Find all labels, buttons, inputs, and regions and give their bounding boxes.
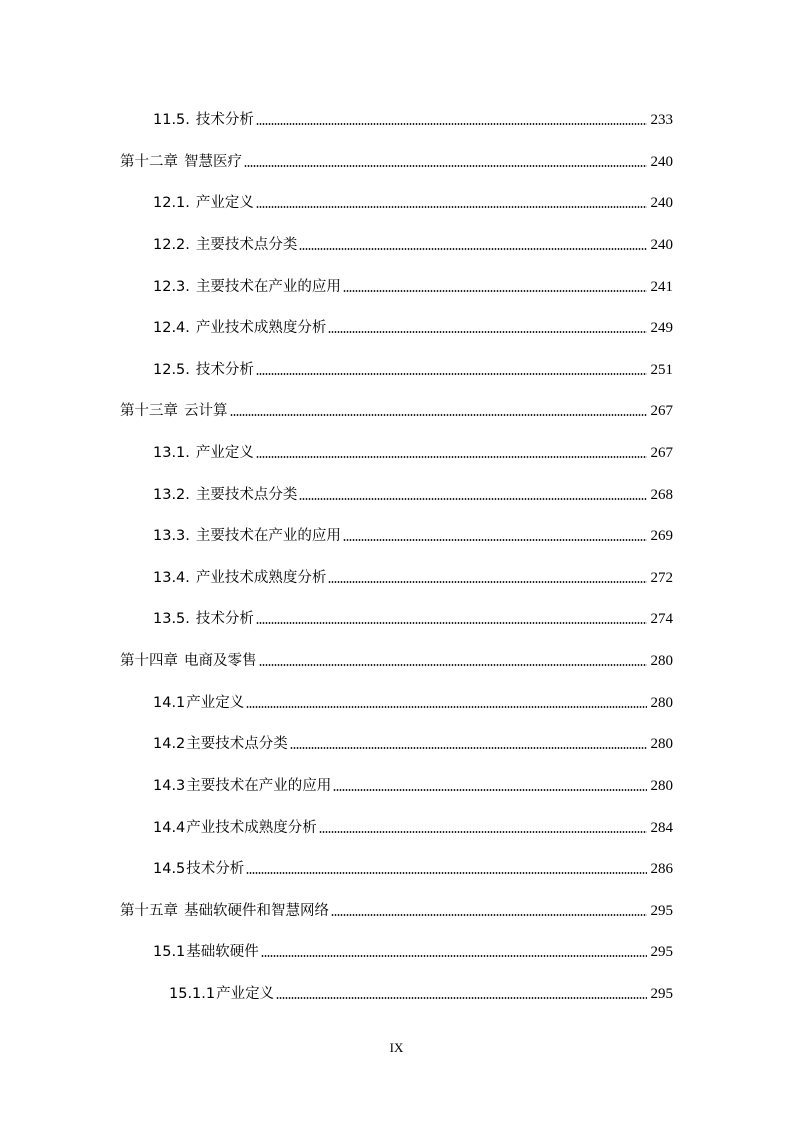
toc-entry-text: 技术分析 [195,362,254,378]
toc-entry-text: 智慧医疗 [184,154,242,170]
toc-entry-text: 产业定义 [186,695,245,711]
toc-entry-title [153,527,341,545]
toc-entry-page: 268 [650,487,673,503]
toc-entry-title [153,236,297,254]
dot-leader [246,872,647,874]
dot-leader [343,290,647,292]
toc-entry-number: 11.5. [153,112,190,128]
toc-entry-page: 240 [650,195,673,211]
toc-entry-title [120,652,257,670]
toc-entry-page: 295 [650,903,673,919]
toc-entry-title [153,777,331,795]
toc-entry-title [153,486,297,504]
dot-leader [331,914,647,916]
dot-leader [343,539,647,541]
toc-entry-text: 主要技术在产业的应用 [186,778,332,794]
toc-entry-text: 基础软硬件和智慧网络 [184,903,329,919]
toc-entry[interactable] [120,396,673,420]
toc-entry-number: 13.4. [153,570,190,586]
toc-entry-page: 251 [650,362,673,378]
dot-leader [319,831,647,833]
toc-entry-number: 第十四章 [120,653,178,669]
dot-leader [256,123,647,125]
toc-entry-number: 12.4. [153,320,190,336]
toc-entry-text: 技术分析 [195,611,254,627]
toc-entry-title [120,902,329,920]
dot-leader [276,997,647,999]
toc-entry-title [169,985,274,1003]
dot-leader [259,664,648,666]
toc-entry-title [120,402,228,420]
toc-entry-number: 14.4 [153,820,186,836]
toc-entry-title [153,319,326,337]
toc-entry-page: 272 [650,570,673,586]
toc-entry-title [153,819,317,837]
toc-entry[interactable] [153,313,673,337]
toc-entry[interactable] [120,896,673,920]
toc-entry[interactable] [153,771,673,795]
dot-leader [256,206,647,208]
toc-entry-text: 电商及零售 [184,653,257,669]
dot-leader [290,747,647,749]
toc-entry[interactable] [153,937,673,961]
toc-entry-text: 产业技术成熟度分析 [195,570,327,586]
toc-entry-title [153,860,244,878]
toc-entry[interactable] [153,729,673,753]
toc-entry-title [153,610,254,628]
toc-entry-text: 技术分析 [195,112,254,128]
toc-entry-text: 产业技术成熟度分析 [186,820,317,836]
toc-entry-text: 云计算 [184,403,228,419]
toc-entry-title [153,444,254,462]
toc-entry-page: 249 [650,320,673,336]
toc-entry-title [153,569,326,587]
toc-entry-title [153,278,341,296]
toc-entry-number: 14.3 [153,778,186,794]
toc-entry-number: 第十三章 [120,403,178,419]
toc-entry-text: 主要技术在产业的应用 [195,528,341,544]
toc-entry-title [153,735,288,753]
toc-entry-number: 第十五章 [120,903,178,919]
toc-entry[interactable] [153,272,673,296]
dot-leader [261,955,647,957]
dot-leader [256,622,647,624]
toc-entry[interactable] [153,563,673,587]
toc-entry[interactable] [153,521,673,545]
toc-entry-page: 286 [650,861,673,877]
toc-entry-page: 295 [650,986,673,1002]
toc-entry[interactable] [153,105,673,129]
toc-entry[interactable] [153,604,673,628]
toc-entry[interactable] [153,188,673,212]
toc-entry[interactable] [153,854,673,878]
toc-entry-page: 241 [650,279,673,295]
toc-entry-page: 280 [650,695,673,711]
page-number: IX [389,1040,404,1055]
toc-entry-page: 240 [650,237,673,253]
toc-entry-text: 产业定义 [216,986,275,1002]
toc-entry-number: 14.5 [153,861,186,877]
toc-entry[interactable] [153,480,673,504]
toc-entry-number: 15.1 [153,944,186,960]
toc-entry[interactable] [153,688,673,712]
toc-entry-title [153,111,254,129]
dot-leader [246,706,647,708]
dot-leader [299,498,647,500]
toc-entry-page: 240 [650,154,673,170]
toc-entry-page: 269 [650,528,673,544]
toc-entry-page: 267 [650,445,673,461]
toc-entry-text: 主要技术点分类 [195,487,298,503]
toc-entry[interactable] [153,813,673,837]
dot-leader [230,414,648,416]
toc-entry[interactable] [120,147,673,171]
toc-entry-page: 233 [650,112,673,128]
toc-entry-number: 第十二章 [120,154,178,170]
toc-entry-number: 13.1. [153,445,190,461]
toc-entry-page: 267 [650,403,673,419]
toc-entry-text: 主要技术点分类 [186,736,288,752]
toc-entry-number: 13.5. [153,611,190,627]
toc-entry-title [153,943,259,961]
toc-entry-page: 284 [650,820,673,836]
toc-entry[interactable] [120,646,673,670]
toc-entry-text: 产业定义 [195,195,254,211]
toc-entry-number: 13.2. [153,487,190,503]
toc-entry-page: 295 [650,944,673,960]
toc-entry-text: 主要技术在产业的应用 [195,279,341,295]
toc-entry-title [153,194,254,212]
toc-entry-number: 12.2. [153,237,190,253]
toc-entry-number: 14.1 [153,695,186,711]
toc-entry[interactable] [153,438,673,462]
toc-entry-text: 产业定义 [195,445,254,461]
dot-leader [256,456,647,458]
toc-entry-title [153,694,244,712]
dot-leader [244,165,647,167]
toc-entry-title [153,361,254,379]
dot-leader [256,373,647,375]
toc-entry-number: 13.3. [153,528,190,544]
toc-entry-text: 产业技术成熟度分析 [195,320,327,336]
dot-leader [328,331,647,333]
dot-leader [299,248,647,250]
toc-entry[interactable] [169,979,673,1003]
toc-entry-text: 技术分析 [186,861,245,877]
toc-entry[interactable] [153,230,673,254]
toc-entry-number: 12.1. [153,195,190,211]
toc-entry[interactable] [153,355,673,379]
toc-entry-page: 274 [650,611,673,627]
toc-entry-title [120,153,242,171]
toc-entry-number: 15.1.1 [169,986,216,1002]
toc-entry-page: 280 [650,778,673,794]
toc-entry-text: 基础软硬件 [186,944,259,960]
toc-entry-number: 14.2 [153,736,186,752]
toc-entry-number: 12.3. [153,279,190,295]
toc-entry-text: 主要技术点分类 [195,237,298,253]
dot-leader [333,789,647,791]
toc-entry-page: 280 [650,736,673,752]
toc-entry-page: 280 [650,653,673,669]
toc-entry-number: 12.5. [153,362,190,378]
dot-leader [328,581,647,583]
